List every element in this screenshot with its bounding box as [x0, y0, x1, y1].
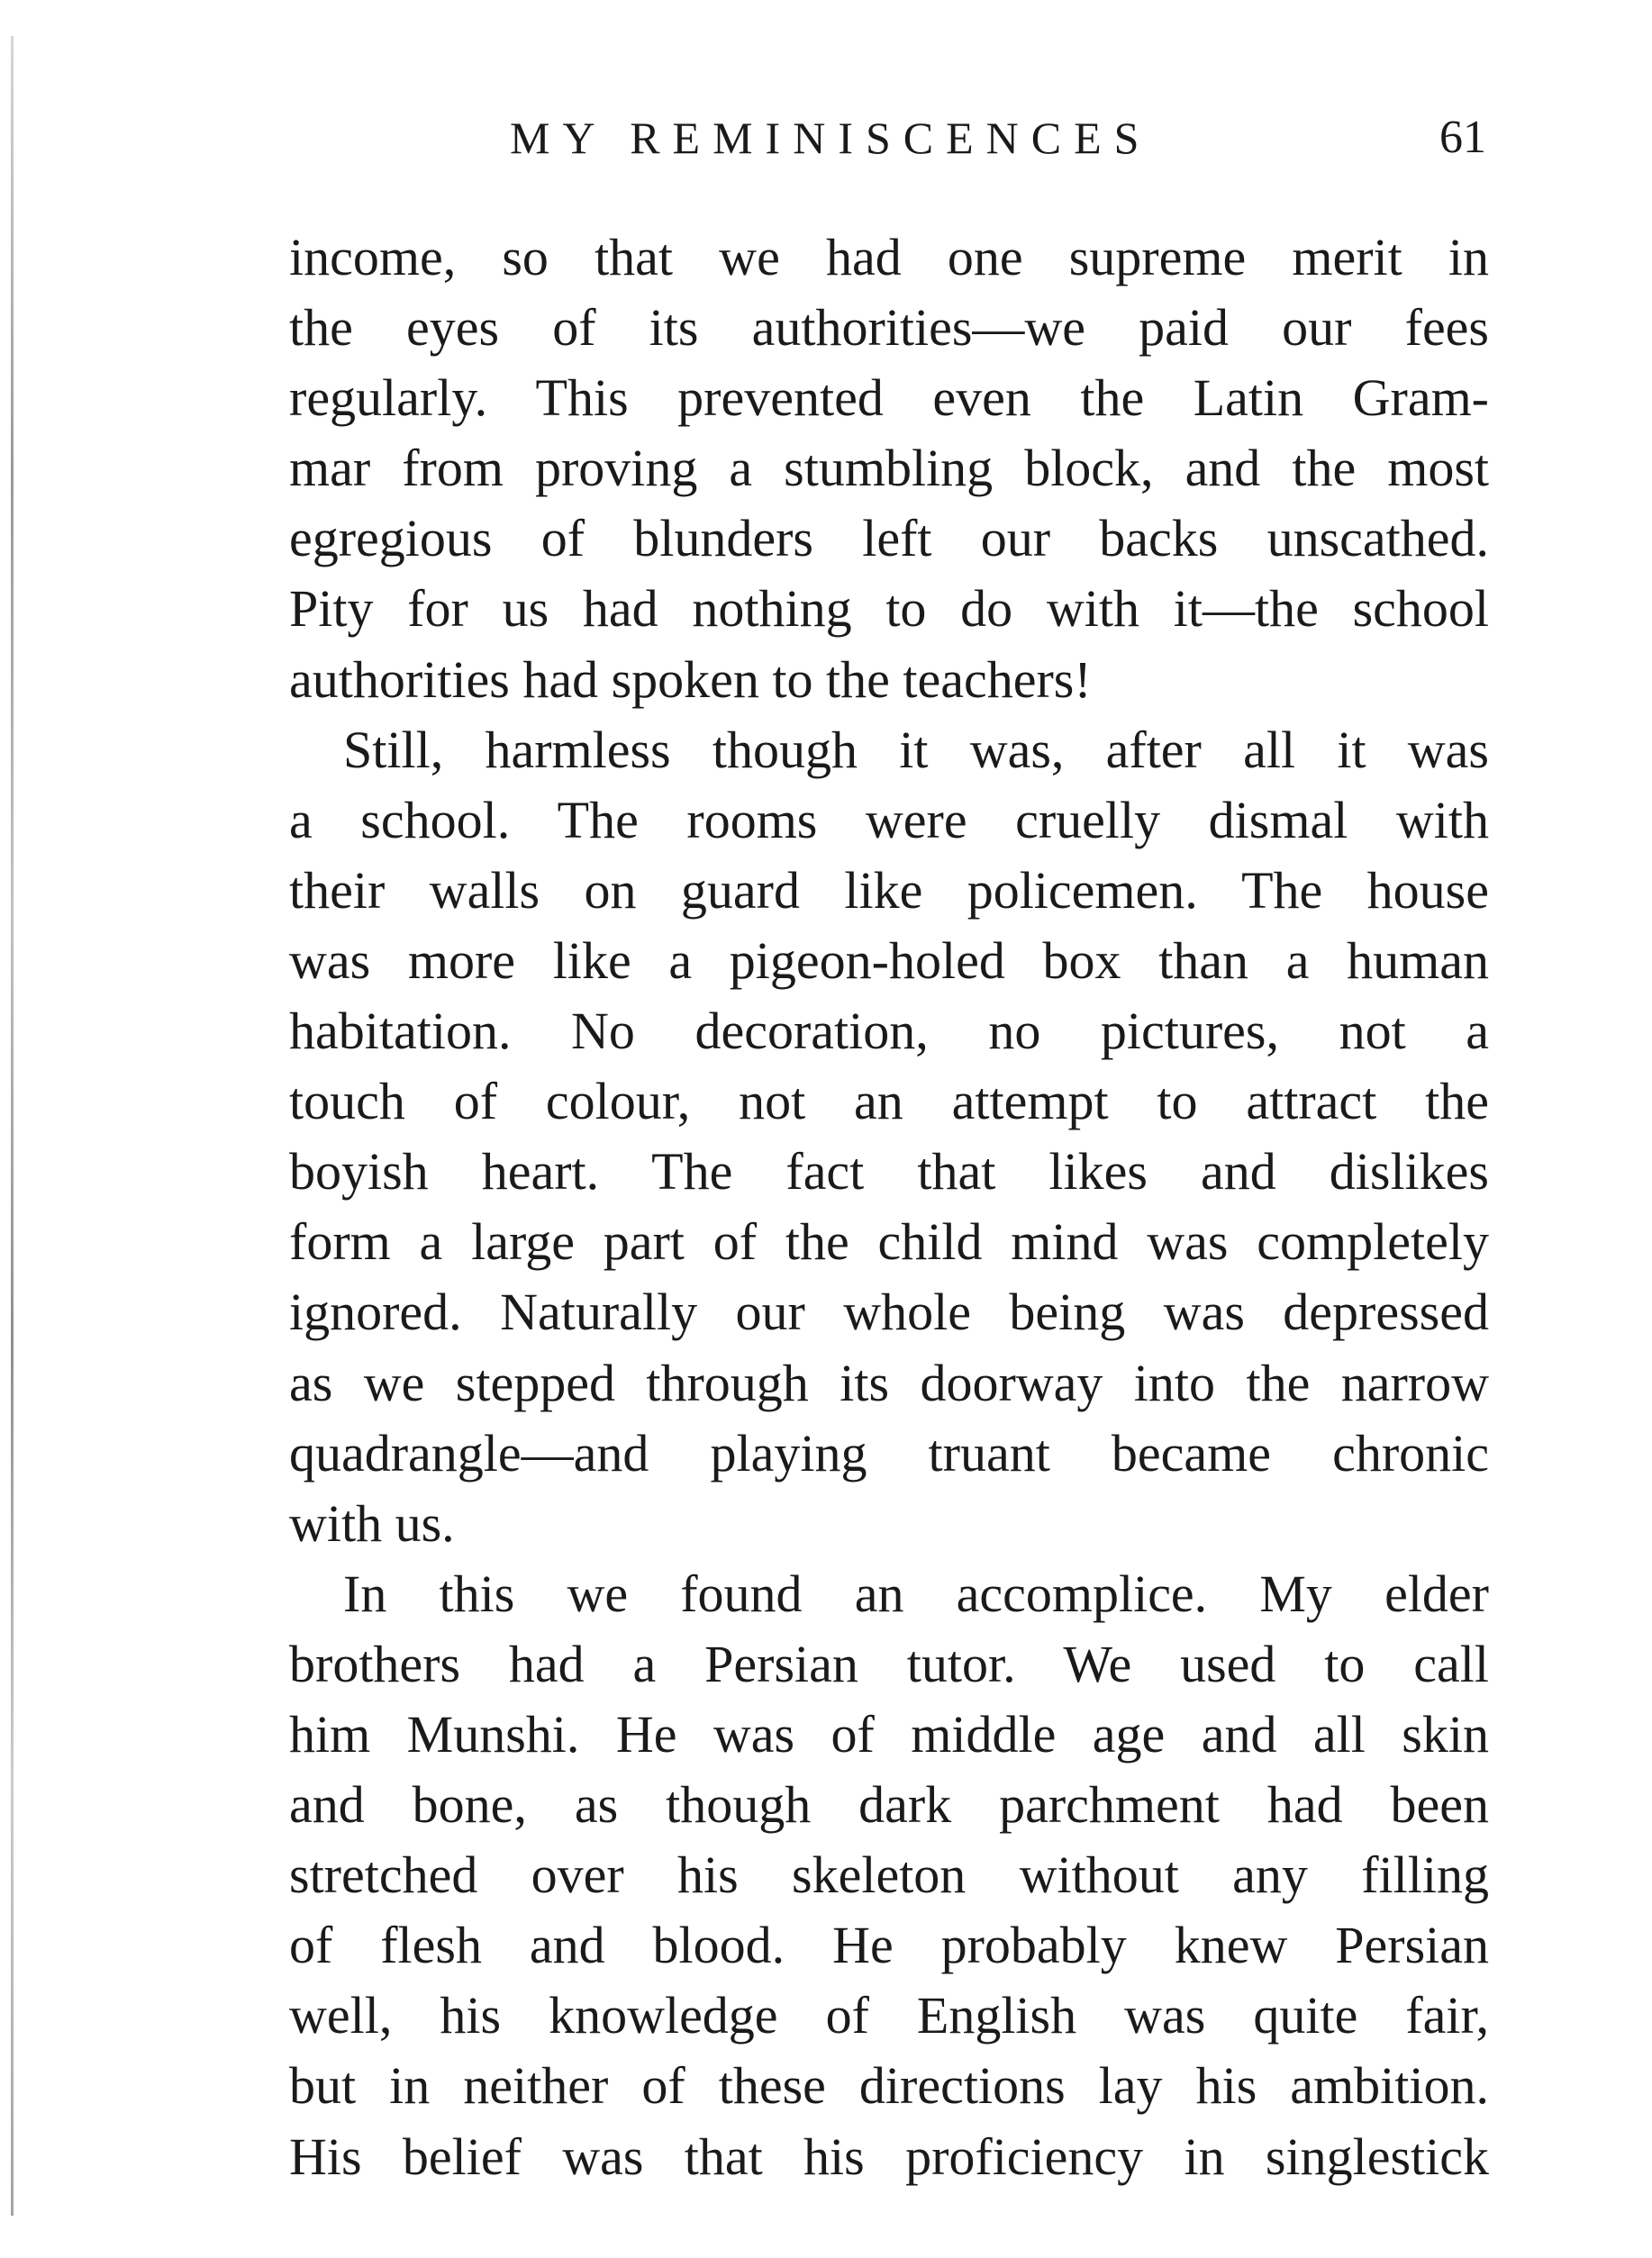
text-line: a school. The rooms were cruelly dismal with — [289, 790, 1489, 849]
text-line: authorities had spoken to the teachers! — [289, 649, 1092, 709]
text-line: him Munshi. He was of middle age and all skin — [289, 1704, 1489, 1764]
text-line: with us. — [289, 1493, 455, 1553]
text-line: habitation. No decoration, no pictures, not a — [289, 1002, 1489, 1061]
text-line: ignored. Naturally our whole being was depressed — [289, 1283, 1489, 1342]
text-line: but in neither of these directions lay his ambition. — [289, 2056, 1489, 2116]
text-line: egregious of blunders left our backs unscathed. — [289, 509, 1489, 568]
text-line: well, his knowledge of English was quite fair, — [289, 1986, 1489, 2045]
text-line: mar from proving a stumbling block, and the most — [289, 439, 1489, 498]
text-line: form a large part of the child mind was completely — [289, 1212, 1489, 1272]
text-line: income, so that we had one supreme merit in — [289, 228, 1489, 286]
text-line: His belief was that his proficiency in singlestick — [289, 2127, 1489, 2186]
page-header — [0, 106, 1652, 169]
text-line: and bone, as though dark parchment had been — [289, 1775, 1489, 1835]
body-text — [289, 222, 1489, 2192]
text-line: regularly. This prevented even the Latin Gram- — [289, 368, 1489, 428]
text-line: boyish heart. The fact that likes and dislikes — [289, 1142, 1489, 1202]
text-line: of flesh and blood. He probably knew Persian — [289, 1916, 1489, 1975]
text-line: Pity for us had nothing to do with it—the school — [289, 579, 1489, 639]
text-line: the eyes of its authorities—we paid our fees — [289, 298, 1489, 358]
text-line: as we stepped through its doorway into the narrow — [289, 1353, 1489, 1412]
text-line: In this we found an accomplice. My elder — [343, 1564, 1489, 1623]
scan-page-edge — [11, 36, 14, 2216]
text-line: their walls on guard like policemen. The house — [289, 860, 1489, 920]
running-title: MY REMINISCENCES — [510, 113, 1152, 163]
text-line: quadrangle—and playing truant became chronic — [289, 1423, 1489, 1483]
text-line: was more like a pigeon-holed box than a human — [289, 930, 1489, 990]
page-number: 61 — [1439, 112, 1486, 163]
text-line: Still, harmless though it was, after all it was — [343, 720, 1489, 779]
text-line: touch of colour, not an attempt to attract the — [289, 1072, 1489, 1131]
text-line: brothers had a Persian tutor. We used to call — [289, 1634, 1489, 1693]
text-line: stretched over his skeleton without any filling — [289, 1845, 1489, 1905]
